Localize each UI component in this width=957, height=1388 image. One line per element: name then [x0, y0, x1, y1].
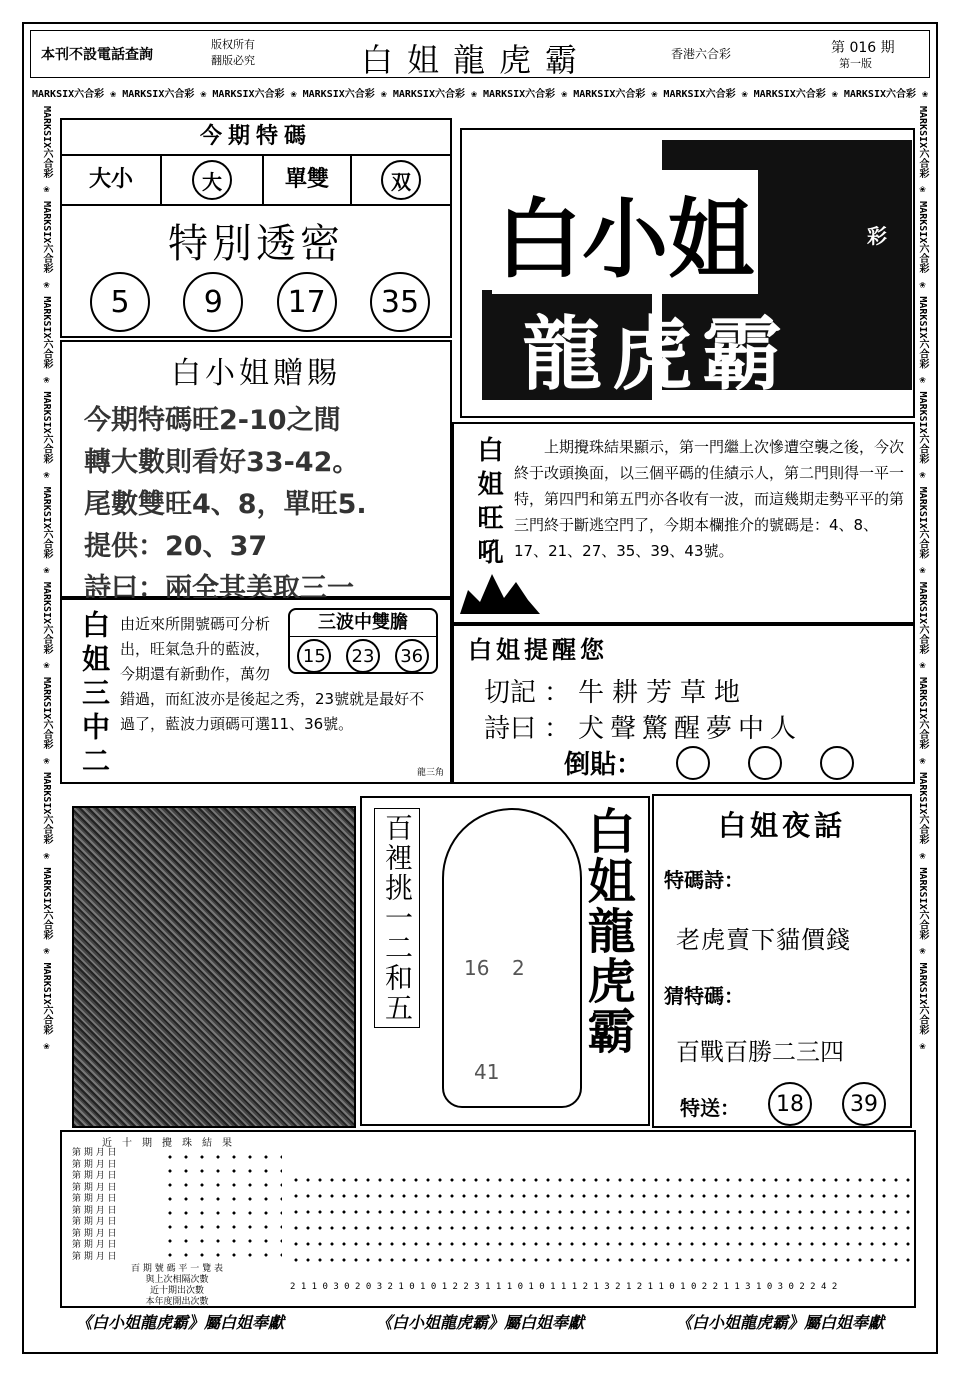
rights-line-1: 版权所有: [211, 38, 255, 51]
leak-number: 9: [183, 272, 243, 332]
result-row: 第 期 月 日: [72, 1159, 117, 1170]
results-digits: 2 1 1 0 3 0 2 0 3 2 1 0 1 0 1 2 2 3 1 1 1 0 1 0 1 1 1 2 1 3 2 1 2 1 1 0 1 0 2 2 1 1 3 1 0 3 0 2 2 4 2: [290, 1282, 838, 1292]
gift-box: [60, 340, 452, 604]
leak-title: 特別透密: [168, 221, 344, 267]
stick-circle: [676, 746, 710, 780]
gift-number: 18: [768, 1082, 812, 1126]
parity-label: 單雙: [262, 156, 352, 204]
results-ball-grid: [162, 1150, 282, 1264]
logo-line-1: 白小姐: [492, 170, 758, 294]
no-phone-notice: 本刊不設電話查詢: [41, 47, 153, 63]
night-talk-title: 白姐夜話: [717, 809, 846, 842]
corner-label: 龍三角: [416, 768, 444, 778]
gift-line: 提供：20、37: [84, 531, 268, 562]
stick-circles: [676, 746, 854, 780]
double-courage-number: 36: [395, 639, 429, 673]
gift-line: 詩曰：兩全其美取三一: [84, 573, 354, 604]
three-in-two-box: [60, 598, 452, 784]
gift-body: [84, 400, 367, 610]
figure-number: 41: [474, 1060, 500, 1084]
roar-box: [452, 422, 915, 624]
stick-label: 倒貼：: [564, 750, 643, 780]
parity-value: 双: [381, 160, 421, 200]
three-in-two-body: 由近來所開號碼可分析出，旺氣急升的藍波，今期還有新動作，萬勿錯過，而紅波亦是後起之秀，23號就是最好不過了，藍波力頭碼可選11、36號。: [120, 615, 425, 733]
painting-image: [72, 806, 356, 1128]
size-value: 大: [192, 160, 232, 200]
reminder-box: [452, 624, 915, 784]
result-row: 第 期 月 日: [72, 1171, 117, 1181]
result-row: 第 期 月 日: [72, 1182, 117, 1193]
double-courage-title: 三波中雙膽: [290, 610, 436, 637]
rights-line-2: 翻版必究: [211, 54, 255, 67]
footer-item: 《白小姐龍虎霸》屬白姐奉獻: [375, 1313, 584, 1332]
double-courage-number: 15: [297, 639, 331, 673]
reminder-line-2: 詩曰 ： 犬聲驚醒夢中人: [484, 714, 803, 744]
roar-text: 上期攪珠結果顯示，第一門繼上次慘遭空襲之後，今次終于改頭換面，以三個平碼的佳績示人，第二門則得一平一特，第四門和第五門亦各收有一波，而這幾期走勢平平的第三門終于斷逃空門了，今期本欄推介的號碼是：4、8、17、21、27、35、39、43號。: [514, 438, 905, 560]
poem-text: 老虎賣下貓價錢: [676, 926, 851, 954]
special-code-box: [60, 118, 452, 338]
marksix-strip-left: MARKSIX六合彩 ❀ MARKSIX六合彩 ❀ MARKSIX六合彩 ❀ MARKSIX六合彩 ❀ MARKSIX六合彩 ❀ MARKSIX六合彩 ❀ MARKSIX六合彩 ❀ MARKSIX六合彩 ❀ MARKSIX六合彩 ❀ MARKSIX六合彩 ❀: [41, 106, 52, 1052]
edition-label: 第一版: [839, 57, 872, 70]
copyright-notice: [211, 37, 291, 69]
stick-circle: [748, 746, 782, 780]
page-subtitle: 香港六合彩: [671, 47, 732, 61]
size-parity-row: [62, 156, 450, 206]
logo-artwork: [460, 128, 915, 418]
gift-label: 特送：: [680, 1096, 740, 1120]
figure-panel: [360, 796, 650, 1126]
three-in-two-side-label: 白姐三中二: [78, 610, 111, 780]
figure-number: 16: [464, 956, 490, 980]
figure-number: 2: [512, 956, 525, 980]
reminder-line-1: 切記 ： 牛耕芳草地: [484, 678, 749, 708]
double-courage-number: 23: [346, 639, 380, 673]
guess-text: 百戰百勝二三四: [676, 1038, 844, 1066]
results-title: 近十期攪珠結果: [102, 1138, 242, 1149]
result-row: 第 期 月 日: [72, 1148, 117, 1158]
size-label: 大小: [62, 156, 162, 204]
results-summary: 百 期 號 碼 平 一 覽 表 與上次相隔次數 近十期出次數 本年度開出次數: [130, 1264, 224, 1307]
poem-label: 特碼詩：: [664, 868, 744, 892]
issue-number: 第 016 期: [831, 40, 895, 56]
header: [30, 30, 930, 78]
night-talk-box: [652, 794, 912, 1128]
roar-side-label: 白姐旺吼: [473, 436, 503, 572]
gift-line: 轉大數則看好33-42。: [84, 447, 360, 478]
gift-title: 白小姐贈賜: [171, 356, 341, 391]
result-row: 第 期 月 日: [72, 1251, 117, 1262]
result-row: 第 期 月 日: [72, 1217, 117, 1227]
gift-line: 尾數雙旺4、8，單旺5.: [84, 489, 367, 520]
page-title: 白姐龍虎霸: [361, 41, 592, 79]
leak-numbers: [90, 272, 430, 332]
gift-line: 今期特碼旺2-10之間: [84, 405, 341, 436]
result-row: 第 期 月 日: [72, 1228, 117, 1239]
result-row: 第 期 月 日: [72, 1205, 117, 1216]
figure-vertical-right: 白姐龍虎霸: [579, 806, 635, 1056]
leak-number: 35: [370, 272, 430, 332]
explosion-graphic: [460, 574, 540, 614]
logo-tag: 彩: [867, 224, 887, 248]
result-row: 第 期 月 日: [72, 1240, 117, 1250]
marksix-strip-top: MARKSIX六合彩 ❀ MARKSIX六合彩 ❀ MARKSIX六合彩 ❀ MARKSIX六合彩 ❀ MARKSIX六合彩 ❀ MARKSIX六合彩 ❀ MARKSIX六合彩 ❀ MARKSIX六合彩 ❀ MARKSIX六合彩 ❀ MARKSIX六合彩 ❀: [32, 89, 928, 100]
leak-number: 17: [277, 272, 337, 332]
stick-circle: [820, 746, 854, 780]
gift-number: 39: [842, 1082, 886, 1126]
logo-line-2: 龍虎霸: [522, 307, 792, 401]
special-code-title: 今期特碼: [62, 120, 450, 156]
gift-numbers: [768, 1082, 886, 1126]
marksix-strip-right: MARKSIX六合彩 ❀ MARKSIX六合彩 ❀ MARKSIX六合彩 ❀ MARKSIX六合彩 ❀ MARKSIX六合彩 ❀ MARKSIX六合彩 ❀ MARKSIX六合彩 ❀ MARKSIX六合彩 ❀ MARKSIX六合彩 ❀ MARKSIX六合彩 ❀: [917, 106, 928, 1052]
leak-number: 5: [90, 272, 150, 332]
footer: [30, 1310, 930, 1336]
results-number-grid: [290, 1172, 910, 1272]
results-table: [60, 1130, 916, 1308]
footer-item: 《白小姐龍虎霸》屬白姐奉獻: [675, 1313, 884, 1332]
three-in-two-text: [120, 612, 430, 737]
footer-item: 《白小姐龍虎霸》屬白姐奉獻: [75, 1313, 284, 1332]
figure-vertical-left: 百裡挑一二和五: [374, 808, 420, 1028]
result-row: 第 期 月 日: [72, 1194, 117, 1204]
reminder-title: 白姐提醒您: [468, 636, 608, 664]
guess-label: 猜特碼：: [664, 984, 744, 1008]
